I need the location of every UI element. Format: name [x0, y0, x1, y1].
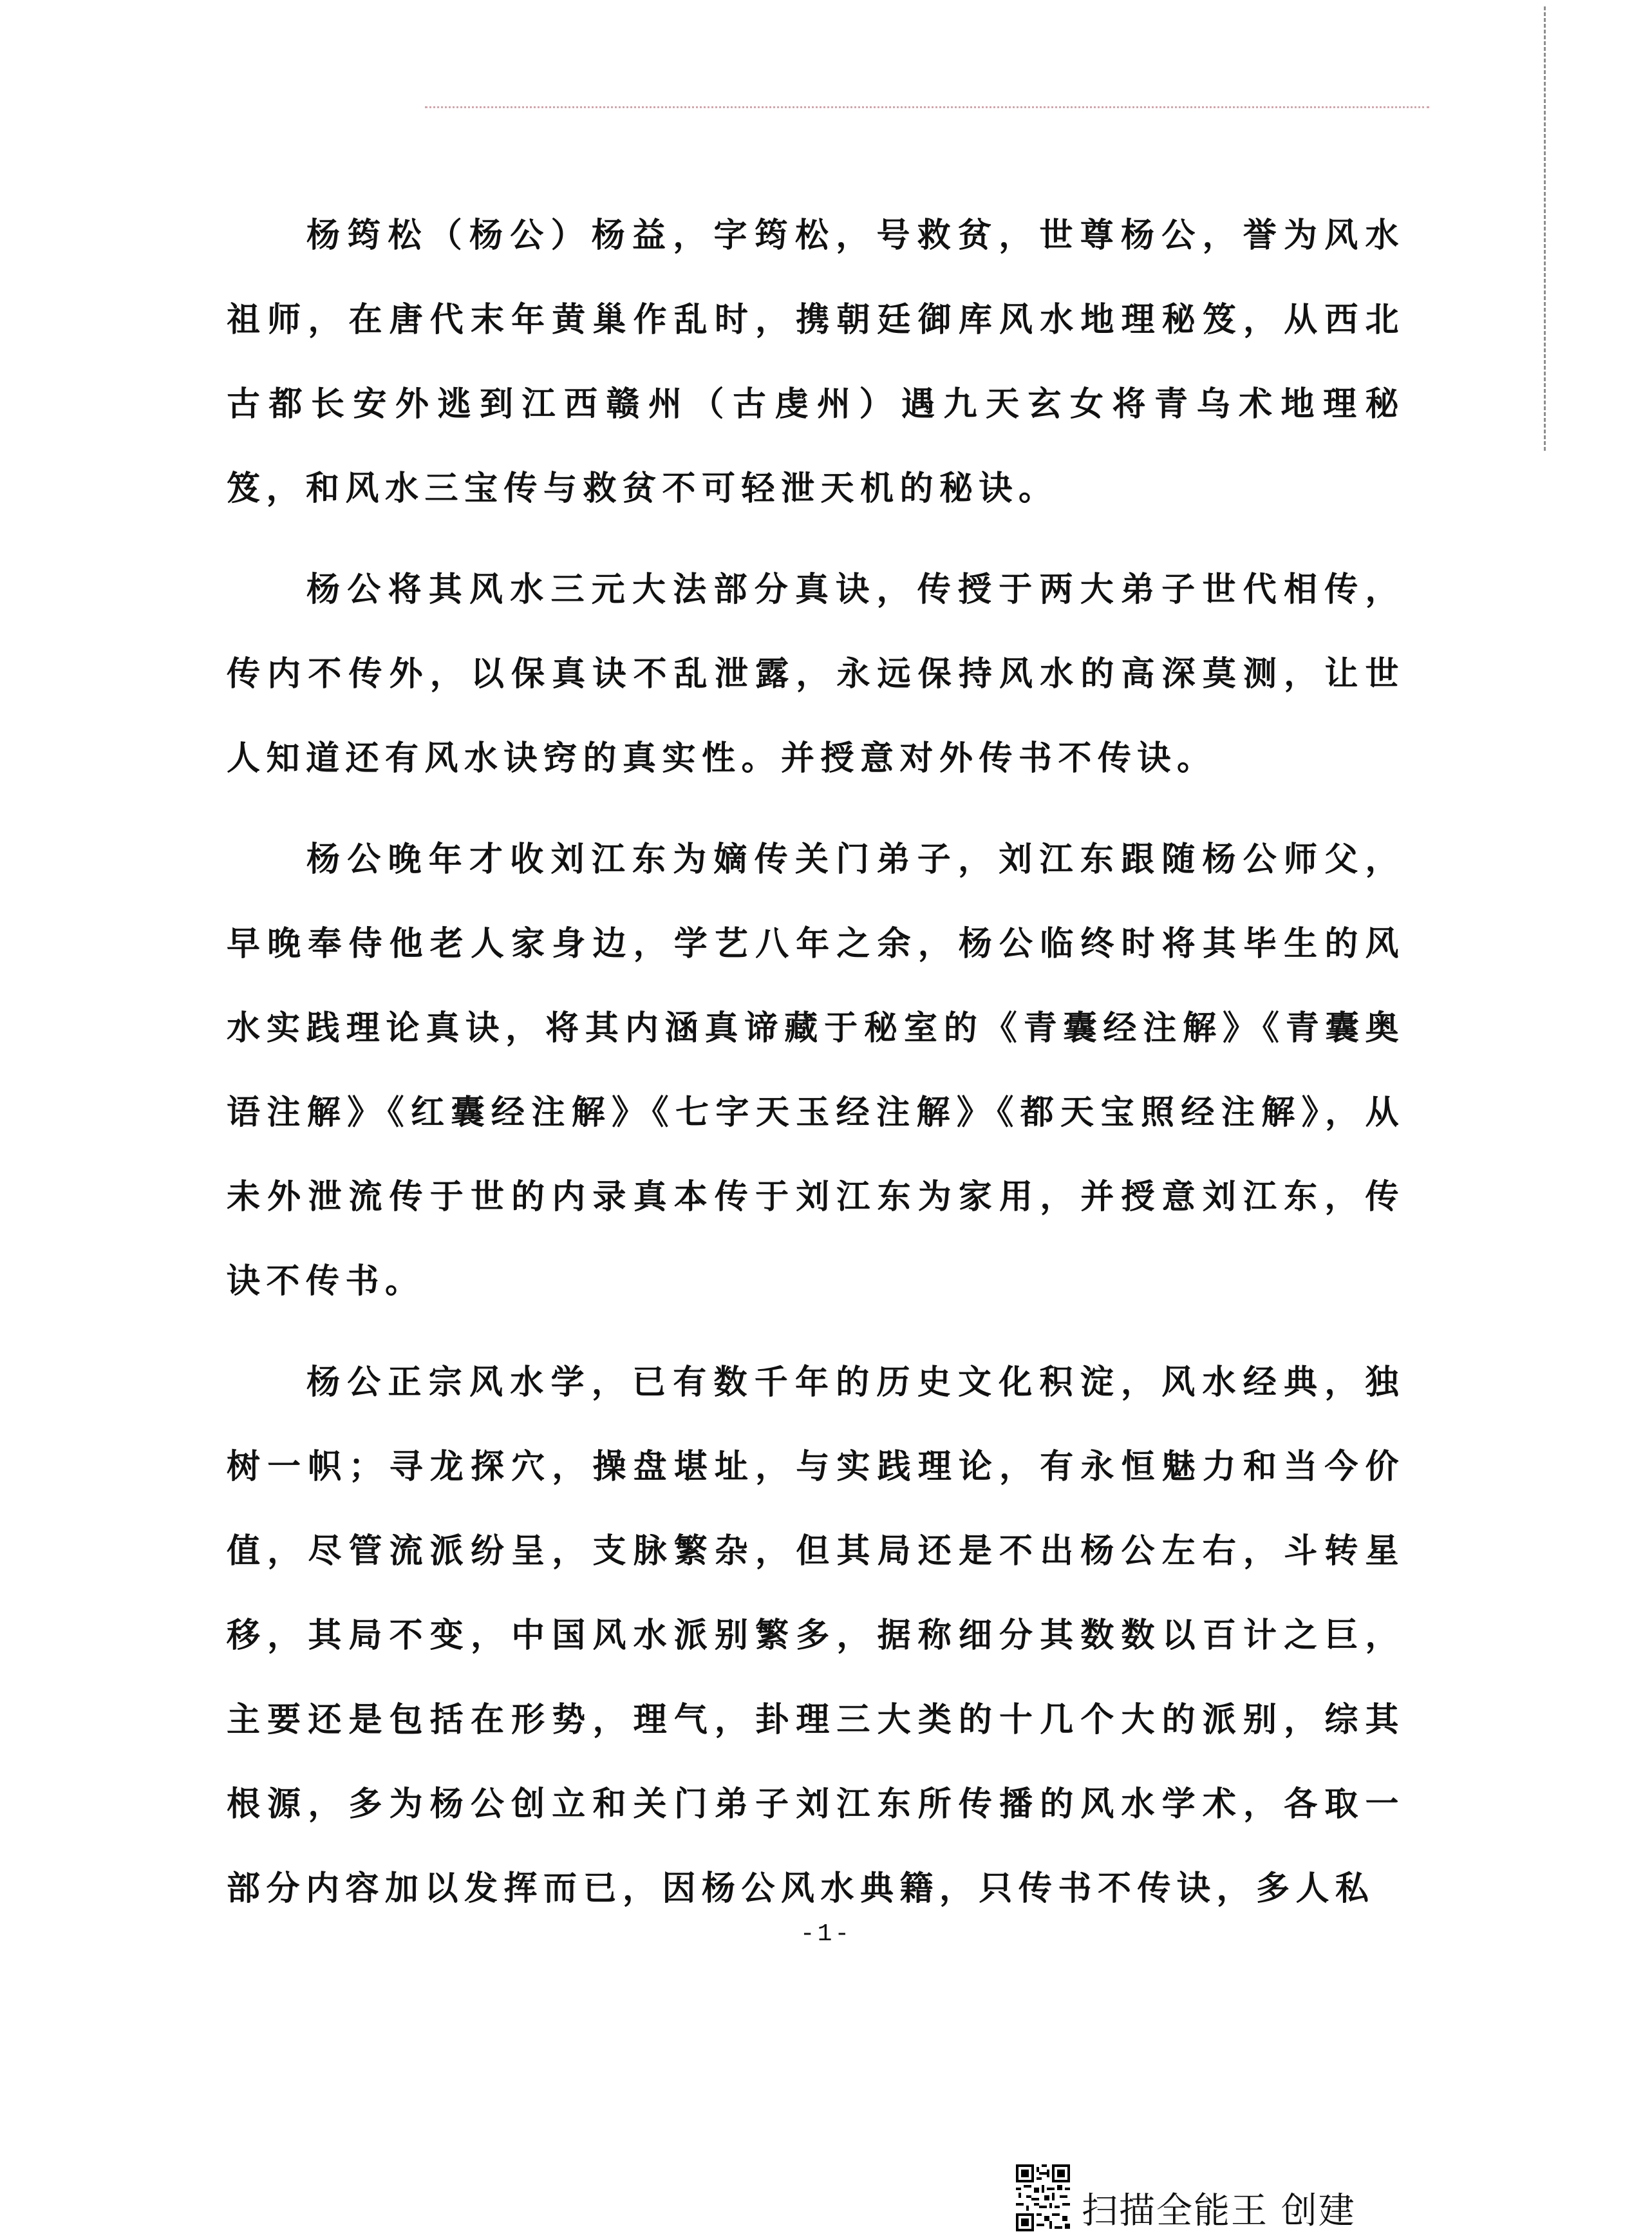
scan-edge-artifact: [1544, 6, 1546, 451]
document-body: [227, 193, 1405, 1931]
page-number: -1-: [800, 1920, 852, 1948]
scanner-watermark: [1016, 2164, 1356, 2232]
paragraph-2: 杨公将其风水三元大法部分真诀，传授于两大弟子世代相传，传内不传外，以保真诀不乱泄露，永远保持风水的高深莫测，让世人知道还有风水诀窍的真实性。并授意对外传书不传诀。: [227, 570, 1405, 778]
qr-code-icon: [1016, 2164, 1070, 2232]
watermark-text: 扫描全能王 创建: [1082, 2190, 1356, 2232]
header-rule-artifact: [425, 106, 1429, 108]
paragraph-3: 杨公晚年才收刘江东为嫡传关门弟子，刘江东跟随杨公师父，早晚奉侍他老人家身边，学艺八年之余，杨公临终时将其毕生的风水实践理论真诀，将其内涵真谛藏于秘室的《青囊经注解》《青囊奥语注解》《红囊经注解》《七字天玉经注解》《都天宝照经注解》，从未外泄流传于世的内录真本传于刘江东为家用，并授意刘江东，传诀不传书。: [227, 840, 1405, 1301]
paragraph-1: 杨筠松（杨公）杨益，字筠松，号救贫，世尊杨公，誉为风水祖师，在唐代末年黄巢作乱时，携朝廷御库风水地理秘笈，从西北古都长安外逃到江西赣州（古虔州）遇九天玄女将青乌术地理秘笈，和风水三宝传与救贫不可轻泄天机的秘诀。: [227, 216, 1405, 508]
paragraph-4: 杨公正宗风水学，已有数千年的历史文化积淀，风水经典，独树一帜；寻龙探穴，操盘堪址，与实践理论，有永恒魅力和当今价值，尽管流派纷呈，支脉繁杂，但其局还是不出杨公左右，斗转星移，其局不变，中国风水派别繁多，据称细分其数数以百计之巨，主要还是包括在形势，理气，卦理三大类的十几个大的派别，综其根源，多为杨公创立和关门弟子刘江东所传播的风水学术，各取一部分内容加以发挥而已，因杨公风水典籍，只传书不传诀，多人私: [227, 1363, 1405, 1908]
